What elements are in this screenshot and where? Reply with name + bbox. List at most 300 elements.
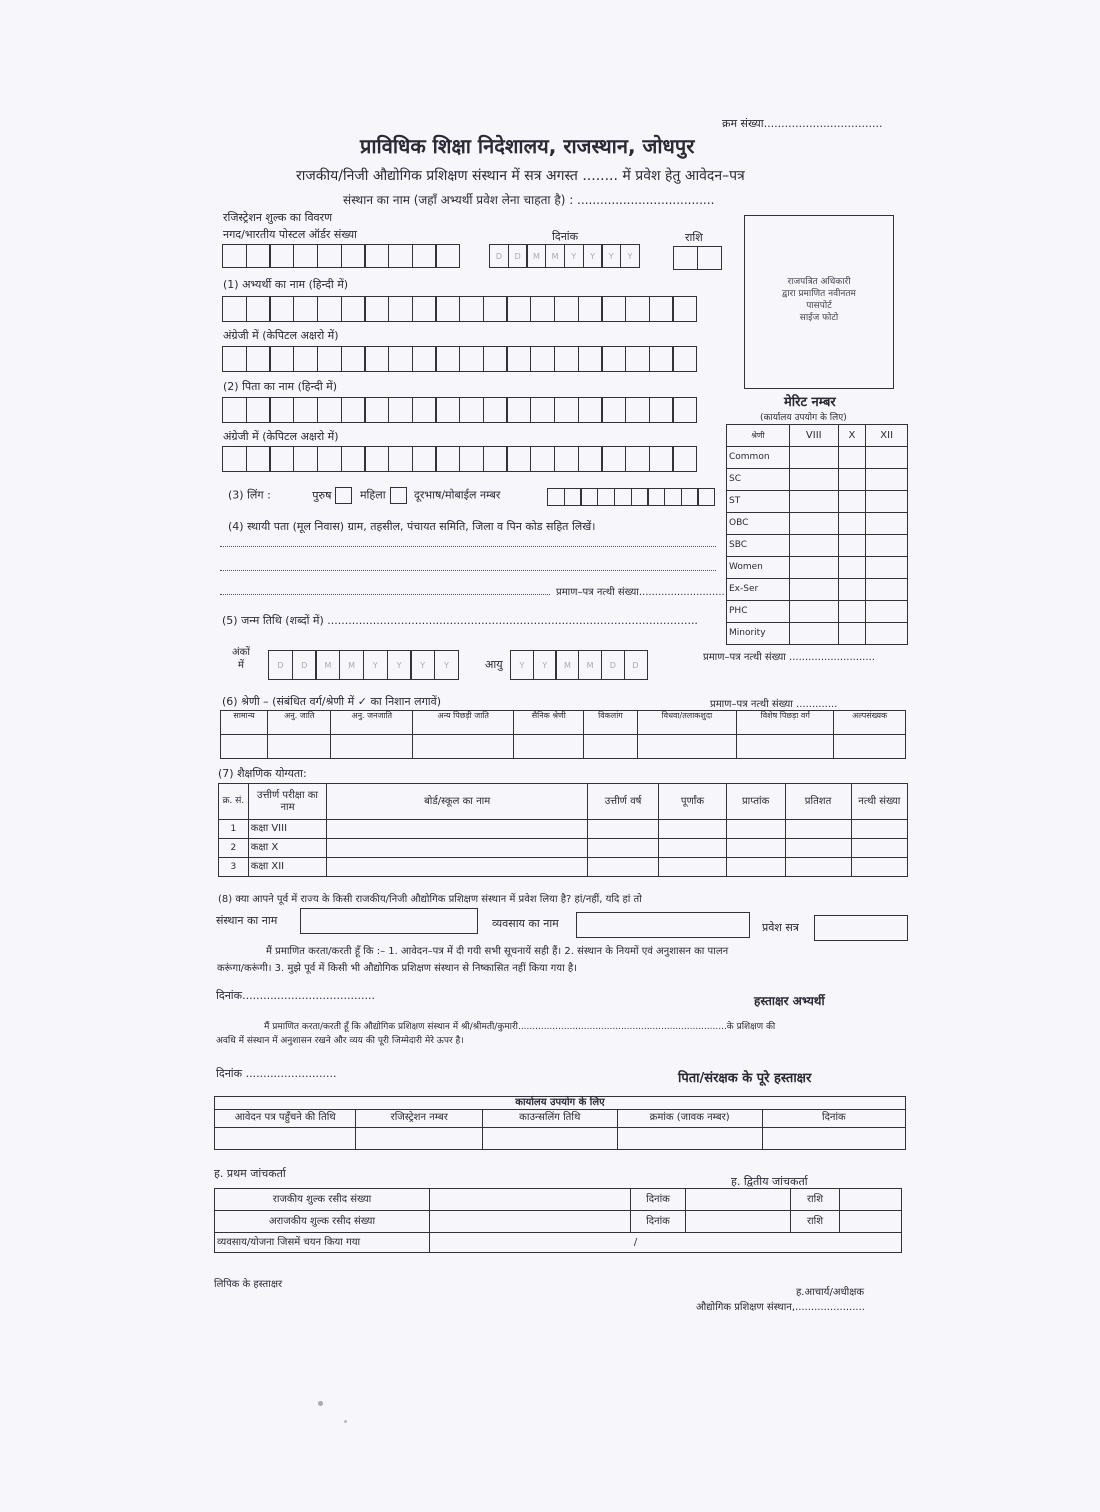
photo-box xyxy=(744,215,894,389)
letter-box[interactable] xyxy=(601,446,626,472)
postal-order-box[interactable] xyxy=(341,244,366,268)
dob-digit-box[interactable] xyxy=(434,650,459,680)
box-placeholder: M xyxy=(563,661,571,670)
letter-box[interactable] xyxy=(222,397,247,423)
office-header: आवेदन पत्र पहुँचने की तिथि xyxy=(215,1109,356,1127)
education-exam: कक्षा XII xyxy=(248,858,327,877)
letter-box[interactable] xyxy=(341,397,366,423)
letter-box[interactable] xyxy=(672,296,697,322)
dob-digits-input[interactable] xyxy=(268,650,458,680)
box-placeholder: Y xyxy=(420,661,426,670)
letter-box[interactable] xyxy=(435,346,460,372)
merit-cell[interactable] xyxy=(790,601,839,623)
box-placeholder: D xyxy=(632,661,639,670)
letter-box[interactable] xyxy=(317,397,342,423)
office-cell[interactable] xyxy=(483,1127,617,1149)
age-digit-box[interactable] xyxy=(510,650,534,680)
box-placeholder: M xyxy=(586,661,594,670)
nongovt-fee-date-label: दिनांक xyxy=(631,1211,686,1233)
declaration-line-1: मैं प्रमाणित करता/करती हूँ कि :– 1. आवेदन–पत्र में दी गयी सभी सूचनायें सही हैं। 2. संस्थान के नियमों एवं अनुशासन का पालन xyxy=(266,946,729,957)
letter-box[interactable] xyxy=(222,446,247,472)
letter-box[interactable] xyxy=(506,346,531,372)
box-placeholder: Y xyxy=(443,661,449,670)
letter-box[interactable] xyxy=(388,397,413,423)
postal-order-box[interactable] xyxy=(222,244,247,268)
selected-trade-input[interactable] xyxy=(430,1233,902,1253)
letter-box[interactable] xyxy=(483,397,508,423)
letter-box[interactable] xyxy=(506,446,531,472)
box-placeholder: M xyxy=(532,252,540,261)
phone-digit-box[interactable] xyxy=(647,488,665,506)
letter-box[interactable] xyxy=(388,446,413,472)
date-box[interactable] xyxy=(508,244,528,268)
education-cell[interactable] xyxy=(785,820,851,839)
phone-digit-box[interactable] xyxy=(697,488,715,506)
education-cell[interactable] xyxy=(659,820,727,839)
education-header: बोर्ड/स्कूल का नाम xyxy=(327,784,588,820)
principal-signature: ह.आचार्य/अधीक्षक xyxy=(796,1287,865,1298)
letter-box[interactable] xyxy=(364,397,389,423)
nongovt-fee-amount-input[interactable] xyxy=(840,1211,902,1233)
fees-table xyxy=(214,1188,902,1253)
merit-cell[interactable] xyxy=(866,623,908,645)
letter-box[interactable] xyxy=(412,346,437,372)
letter-box[interactable] xyxy=(293,346,318,372)
education-cell[interactable] xyxy=(726,839,785,858)
date-box[interactable] xyxy=(545,244,565,268)
category-checkbox-cell[interactable] xyxy=(514,735,584,759)
phone-digit-box[interactable] xyxy=(631,488,649,506)
education-cell[interactable] xyxy=(587,839,658,858)
phone-digit-box[interactable] xyxy=(547,488,565,506)
letter-box[interactable] xyxy=(246,446,271,472)
merit-cell[interactable] xyxy=(866,447,908,469)
education-cell[interactable] xyxy=(851,820,907,839)
letter-box[interactable] xyxy=(649,446,674,472)
date-box[interactable] xyxy=(526,244,546,268)
postal-order-box[interactable] xyxy=(317,244,342,268)
male-label: पुरुष xyxy=(312,488,332,502)
letter-box[interactable] xyxy=(672,346,697,372)
education-header: प्राप्तांक xyxy=(726,784,785,820)
merit-row-label: PHC xyxy=(727,601,790,623)
phone-digit-box[interactable] xyxy=(681,488,699,506)
merit-row-label: SBC xyxy=(727,535,790,557)
education-exam: कक्षा VIII xyxy=(248,820,327,839)
merit-cell[interactable] xyxy=(866,491,908,513)
category-checkbox-cell[interactable] xyxy=(834,735,906,759)
merit-cell[interactable] xyxy=(838,469,866,491)
box-placeholder: Y xyxy=(627,252,633,261)
govt-fee-date-input[interactable] xyxy=(686,1189,791,1211)
box-placeholder: Y xyxy=(590,252,595,261)
category-option: अनु. जाति xyxy=(268,711,331,735)
education-cell[interactable] xyxy=(851,858,907,877)
letter-box[interactable] xyxy=(578,397,603,423)
category-checkbox-cell[interactable] xyxy=(331,735,413,759)
photo-text-line: द्वारा प्रमाणित नवीनतम xyxy=(782,289,856,299)
age-digit-box[interactable] xyxy=(533,650,557,680)
education-sn: 1 xyxy=(219,820,249,839)
letter-box[interactable] xyxy=(364,346,389,372)
letter-box[interactable] xyxy=(293,296,318,322)
office-cell[interactable] xyxy=(356,1127,483,1149)
letter-box[interactable] xyxy=(506,397,531,423)
postal-order-label: नगद/भारतीय पोस्टल ऑर्डर संख्या xyxy=(223,228,358,241)
date-box[interactable] xyxy=(601,244,621,268)
category-table xyxy=(220,710,906,759)
date-box[interactable] xyxy=(620,244,640,268)
amount-box[interactable] xyxy=(673,246,698,270)
merit-cell[interactable] xyxy=(790,447,839,469)
letter-box[interactable] xyxy=(554,346,579,372)
education-cell[interactable] xyxy=(726,820,785,839)
merit-row-label: Minority xyxy=(727,623,790,645)
box-placeholder: M xyxy=(324,661,332,670)
category-checkbox-cell[interactable] xyxy=(268,735,331,759)
letter-box[interactable] xyxy=(530,346,555,372)
selected-trade-label: व्यवसाय/योजना जिसमें चयन किया गया xyxy=(215,1233,430,1253)
letter-box[interactable] xyxy=(530,397,555,423)
education-cell[interactable] xyxy=(587,858,658,877)
letter-box[interactable] xyxy=(578,346,603,372)
photo-text-line: राजपत्रित अधिकारी xyxy=(787,277,851,287)
education-cell[interactable] xyxy=(726,858,785,877)
merit-cell[interactable] xyxy=(866,535,908,557)
merit-table xyxy=(726,424,908,645)
category-checkbox-cell[interactable] xyxy=(584,735,637,759)
merit-cell[interactable] xyxy=(790,469,839,491)
merit-cell[interactable] xyxy=(838,535,866,557)
category-option: अन्य पिछड़ी जाति xyxy=(413,711,514,735)
letter-box[interactable] xyxy=(412,446,437,472)
letter-box[interactable] xyxy=(317,346,342,372)
letter-box[interactable] xyxy=(459,296,484,322)
merit-cell[interactable] xyxy=(838,491,866,513)
office-cell[interactable] xyxy=(215,1127,356,1149)
dob-digit-box[interactable] xyxy=(268,650,293,680)
box-placeholder: M xyxy=(551,252,559,261)
letter-box[interactable] xyxy=(388,346,413,372)
letter-box[interactable] xyxy=(341,296,366,322)
letter-box[interactable] xyxy=(269,296,294,322)
education-table xyxy=(218,783,908,877)
postal-order-input[interactable] xyxy=(222,244,459,268)
letter-box[interactable] xyxy=(554,397,579,423)
merit-header: श्रेणी xyxy=(727,425,790,447)
phone-digit-box[interactable] xyxy=(580,488,598,506)
category-option: अल्पसंख्यक xyxy=(834,711,906,735)
letter-box[interactable] xyxy=(293,397,318,423)
merit-cell[interactable] xyxy=(838,447,866,469)
date-box[interactable] xyxy=(489,244,509,268)
letter-box[interactable] xyxy=(388,296,413,322)
candidate-name-english-label: अंग्रेजी में (केपिटल अक्षरो में) xyxy=(223,329,339,342)
scan-speck xyxy=(344,1420,347,1423)
phone-digit-box[interactable] xyxy=(664,488,682,506)
phone-digit-box[interactable] xyxy=(597,488,615,506)
nongovt-fee-input[interactable] xyxy=(430,1211,631,1233)
letter-box[interactable] xyxy=(269,397,294,423)
letter-box[interactable] xyxy=(625,296,650,322)
letter-box[interactable] xyxy=(412,296,437,322)
merit-cell[interactable] xyxy=(866,601,908,623)
education-cell[interactable] xyxy=(851,839,907,858)
postal-order-box[interactable] xyxy=(412,244,437,268)
letter-box[interactable] xyxy=(269,346,294,372)
dob-digit-box[interactable] xyxy=(410,650,435,680)
merit-cell[interactable] xyxy=(866,469,908,491)
institute-name-label: संस्थान का नाम (जहाँ अभ्यर्थी प्रवेश लेना चाहता है) : .................................... xyxy=(343,193,715,207)
office-use-table xyxy=(214,1096,906,1150)
merit-subtitle: (कार्यालय उपयोग के लिए) xyxy=(760,413,847,423)
letter-box[interactable] xyxy=(317,446,342,472)
dob-digit-box[interactable] xyxy=(315,650,340,680)
address-line-3[interactable] xyxy=(220,582,550,595)
postal-order-box[interactable] xyxy=(246,244,271,268)
second-checker: ह. द्वितीय जांचकर्ता xyxy=(731,1175,808,1188)
age-label: आयु xyxy=(485,658,503,671)
letter-box[interactable] xyxy=(554,296,579,322)
merit-cell[interactable] xyxy=(790,491,839,513)
merit-cell[interactable] xyxy=(838,601,866,623)
merit-row-label: Common xyxy=(727,447,790,469)
merit-cell[interactable] xyxy=(866,579,908,601)
guardian-signature: पिता/संरक्षक के पूरे हस्ताक्षर xyxy=(678,1071,812,1086)
letter-box[interactable] xyxy=(435,446,460,472)
merit-cell[interactable] xyxy=(790,513,839,535)
category-option: विशेष पिछड़ा वर्ग xyxy=(737,711,834,735)
box-placeholder: Y xyxy=(396,661,402,670)
merit-row-label: SC xyxy=(727,469,790,491)
merit-row-label: Ex-Ser xyxy=(727,579,790,601)
postal-order-box[interactable] xyxy=(293,244,318,268)
letter-box[interactable] xyxy=(317,296,342,322)
merit-cell[interactable] xyxy=(790,535,839,557)
letter-box[interactable] xyxy=(246,296,271,322)
letter-box[interactable] xyxy=(459,397,484,423)
merit-cell[interactable] xyxy=(838,579,866,601)
clerk-signature: लिपिक के हस्ताक्षर xyxy=(214,1279,283,1290)
letter-box[interactable] xyxy=(649,397,674,423)
education-cell[interactable] xyxy=(327,858,588,877)
letter-box[interactable] xyxy=(293,446,318,472)
form-subtitle: राजकीय/निजी औद्योगिक प्रशिक्षण संस्थान में सत्र अगस्त ........ में प्रवेश हेतु आवेदन–पत्र xyxy=(296,168,745,184)
age-digit-box[interactable] xyxy=(624,650,648,680)
letter-box[interactable] xyxy=(246,346,271,372)
previous-institute-input[interactable] xyxy=(300,908,478,934)
letter-box[interactable] xyxy=(649,346,674,372)
letter-box[interactable] xyxy=(364,296,389,322)
father-name-english-input[interactable] xyxy=(222,446,696,472)
letter-box[interactable] xyxy=(530,446,555,472)
age-digit-box[interactable] xyxy=(555,650,579,680)
letter-box[interactable] xyxy=(578,296,603,322)
category-option: सामान्य xyxy=(221,711,268,735)
phone-digit-box[interactable] xyxy=(564,488,582,506)
nongovt-fee-label: अराजकीय शुल्क रसीद संख्या xyxy=(215,1211,430,1233)
previous-trade-label: व्यवसाय का नाम xyxy=(492,917,559,930)
address-certificate: प्रमाण–पत्र नत्थी संख्या........................... xyxy=(556,587,725,598)
gender-row xyxy=(228,487,500,504)
letter-box[interactable] xyxy=(341,446,366,472)
education-cell[interactable] xyxy=(659,839,727,858)
candidate-name-english-input[interactable] xyxy=(222,346,696,372)
postal-order-box[interactable] xyxy=(269,244,294,268)
dob-digit-box[interactable] xyxy=(292,650,317,680)
address-label: (4) स्थायी पता (मूल निवास) ग्राम, तहसील, पंचायत समिति, जिला व पिन कोड सहित लिखें। xyxy=(228,520,596,533)
merit-cell[interactable] xyxy=(790,623,839,645)
letter-box[interactable] xyxy=(530,296,555,322)
category-checkbox-cell[interactable] xyxy=(413,735,514,759)
date-box[interactable] xyxy=(564,244,584,268)
education-header: पूर्णांक xyxy=(659,784,727,820)
address-line-1[interactable] xyxy=(220,534,716,547)
postal-order-box[interactable] xyxy=(364,244,389,268)
declaration-line-2: करूंगा/करूंगी। 3. मुझे पूर्व में किसी भी औद्योगिक प्रशिक्षण संस्थान से निष्कासित नहीं किया गया है। xyxy=(217,963,577,974)
letter-box[interactable] xyxy=(672,397,697,423)
education-cell[interactable] xyxy=(327,820,588,839)
box-placeholder: Y xyxy=(571,252,577,261)
previous-trade-input[interactable] xyxy=(576,912,750,938)
letter-box[interactable] xyxy=(601,346,626,372)
govt-fee-amount-label: राशि xyxy=(791,1189,840,1211)
female-checkbox[interactable] xyxy=(390,487,407,504)
letter-box[interactable] xyxy=(625,446,650,472)
gender-label: (3) लिंग : xyxy=(228,488,271,502)
letter-box[interactable] xyxy=(269,446,294,472)
trade-slash: / xyxy=(633,1236,638,1248)
letter-box[interactable] xyxy=(483,446,508,472)
letter-box[interactable] xyxy=(412,397,437,423)
digits-label-line: में xyxy=(237,660,244,671)
address-line-2[interactable] xyxy=(220,558,716,571)
education-header: क्र. सं. xyxy=(219,784,249,820)
merit-cell[interactable] xyxy=(866,557,908,579)
letter-box[interactable] xyxy=(364,446,389,472)
category-checkbox-cell[interactable] xyxy=(737,735,834,759)
dob-digits-label xyxy=(232,646,250,672)
merit-cell[interactable] xyxy=(790,557,839,579)
category-checkbox-cell[interactable] xyxy=(637,735,737,759)
candidate-name-hindi-label: (1) अभ्यर्थी का नाम (हिन्दी में) xyxy=(223,278,349,291)
declaration-date: दिनांक...................................... xyxy=(216,989,375,1002)
letter-box[interactable] xyxy=(483,296,508,322)
date-box[interactable] xyxy=(583,244,603,268)
letter-box[interactable] xyxy=(625,346,650,372)
dob-digit-box[interactable] xyxy=(363,650,388,680)
education-header: प्रतिशत xyxy=(785,784,851,820)
merit-cell[interactable] xyxy=(838,623,866,645)
guardian-line-2: अवधि में संस्थान में अनुशासन रखने और व्यय की पूरी जिम्मेदारी मेरे ऊपर है। xyxy=(216,1036,464,1046)
merit-cell[interactable] xyxy=(838,557,866,579)
candidate-name-hindi-input[interactable] xyxy=(222,296,696,322)
registration-heading: रजिस्ट्रेशन शुल्क का विवरण xyxy=(223,211,333,224)
letter-box[interactable] xyxy=(554,446,579,472)
merit-title: मेरिट नम्बर xyxy=(784,395,836,410)
education-label: (7) शैक्षणिक योग्यता: xyxy=(218,767,307,780)
letter-box[interactable] xyxy=(483,346,508,372)
letter-box[interactable] xyxy=(506,296,531,322)
letter-box[interactable] xyxy=(222,346,247,372)
phone-input[interactable] xyxy=(547,488,714,506)
education-cell[interactable] xyxy=(785,839,851,858)
candidate-signature: हस्ताक्षर अभ्यर्थी xyxy=(754,994,825,1008)
letter-box[interactable] xyxy=(435,296,460,322)
category-option: विधवा/तलाकशुदा xyxy=(637,711,737,735)
registration-amount-input[interactable] xyxy=(673,246,720,270)
merit-cell[interactable] xyxy=(790,579,839,601)
dob-digit-box[interactable] xyxy=(387,650,412,680)
govt-fee-amount-input[interactable] xyxy=(840,1189,902,1211)
age-digit-box[interactable] xyxy=(601,650,625,680)
age-digit-box[interactable] xyxy=(578,650,602,680)
letter-box[interactable] xyxy=(459,346,484,372)
registration-amount-label: राशि xyxy=(685,231,703,244)
phone-digit-box[interactable] xyxy=(614,488,632,506)
office-cell[interactable] xyxy=(617,1127,762,1149)
education-cell[interactable] xyxy=(659,858,727,877)
merit-cell[interactable] xyxy=(866,513,908,535)
box-placeholder: D xyxy=(609,661,616,670)
category-certificate: प्रमाण–पत्र नत्थी संख्या ............. xyxy=(710,699,838,710)
letter-box[interactable] xyxy=(672,446,697,472)
letter-box[interactable] xyxy=(341,346,366,372)
letter-box[interactable] xyxy=(625,397,650,423)
registration-date-label: दिनांक xyxy=(552,230,579,243)
education-sn: 2 xyxy=(219,839,249,858)
letter-box[interactable] xyxy=(246,397,271,423)
merit-cell[interactable] xyxy=(838,513,866,535)
letter-box[interactable] xyxy=(601,397,626,423)
box-placeholder: D xyxy=(495,252,503,261)
dob-certificate: प्रमाण–पत्र नत्थी संख्या ........................... xyxy=(703,652,875,663)
letter-box[interactable] xyxy=(578,446,603,472)
education-sn: 3 xyxy=(219,858,249,877)
scan-speck xyxy=(318,1401,323,1406)
education-cell[interactable] xyxy=(785,858,851,877)
registration-date-input[interactable] xyxy=(489,244,639,268)
education-cell[interactable] xyxy=(587,820,658,839)
office-cell[interactable] xyxy=(762,1127,905,1149)
category-checkbox-cell[interactable] xyxy=(221,735,268,759)
age-input[interactable] xyxy=(510,650,646,680)
form-title: प्राविधिक शिक्षा निदेशालय, राजस्थान, जोधपुर xyxy=(360,134,695,158)
govt-fee-date-label: दिनांक xyxy=(631,1189,686,1211)
letter-box[interactable] xyxy=(601,296,626,322)
education-cell[interactable] xyxy=(327,839,588,858)
guardian-line-1: मैं प्रमाणित करता/करती हूँ कि औद्योगिक प्रशिक्षण संस्थान में श्री/श्रीमती/कुमारी.........................................................................के प्रशिक्षण की xyxy=(264,1022,776,1032)
letter-box[interactable] xyxy=(649,296,674,322)
letter-box[interactable] xyxy=(459,446,484,472)
category-option: सैनिक श्रेणी xyxy=(514,711,584,735)
merit-row-label: OBC xyxy=(727,513,790,535)
govt-fee-input[interactable] xyxy=(430,1189,631,1211)
letter-box[interactable] xyxy=(435,397,460,423)
dob-words-label: (5) जन्म तिथि (शब्दों में) .......................................................................................................... xyxy=(222,614,698,627)
male-checkbox[interactable] xyxy=(335,487,352,504)
nongovt-fee-date-input[interactable] xyxy=(686,1211,791,1233)
letter-box[interactable] xyxy=(222,296,247,322)
office-header: रजिस्ट्रेशन नम्बर xyxy=(356,1109,483,1127)
dob-digit-box[interactable] xyxy=(339,650,364,680)
previous-session-input[interactable] xyxy=(814,915,908,941)
previous-institute-label: संस्थान का नाम xyxy=(216,914,278,927)
amount-box[interactable] xyxy=(697,246,722,270)
postal-order-box[interactable] xyxy=(435,244,460,268)
father-name-hindi-input[interactable] xyxy=(222,397,696,423)
postal-order-box[interactable] xyxy=(388,244,413,268)
